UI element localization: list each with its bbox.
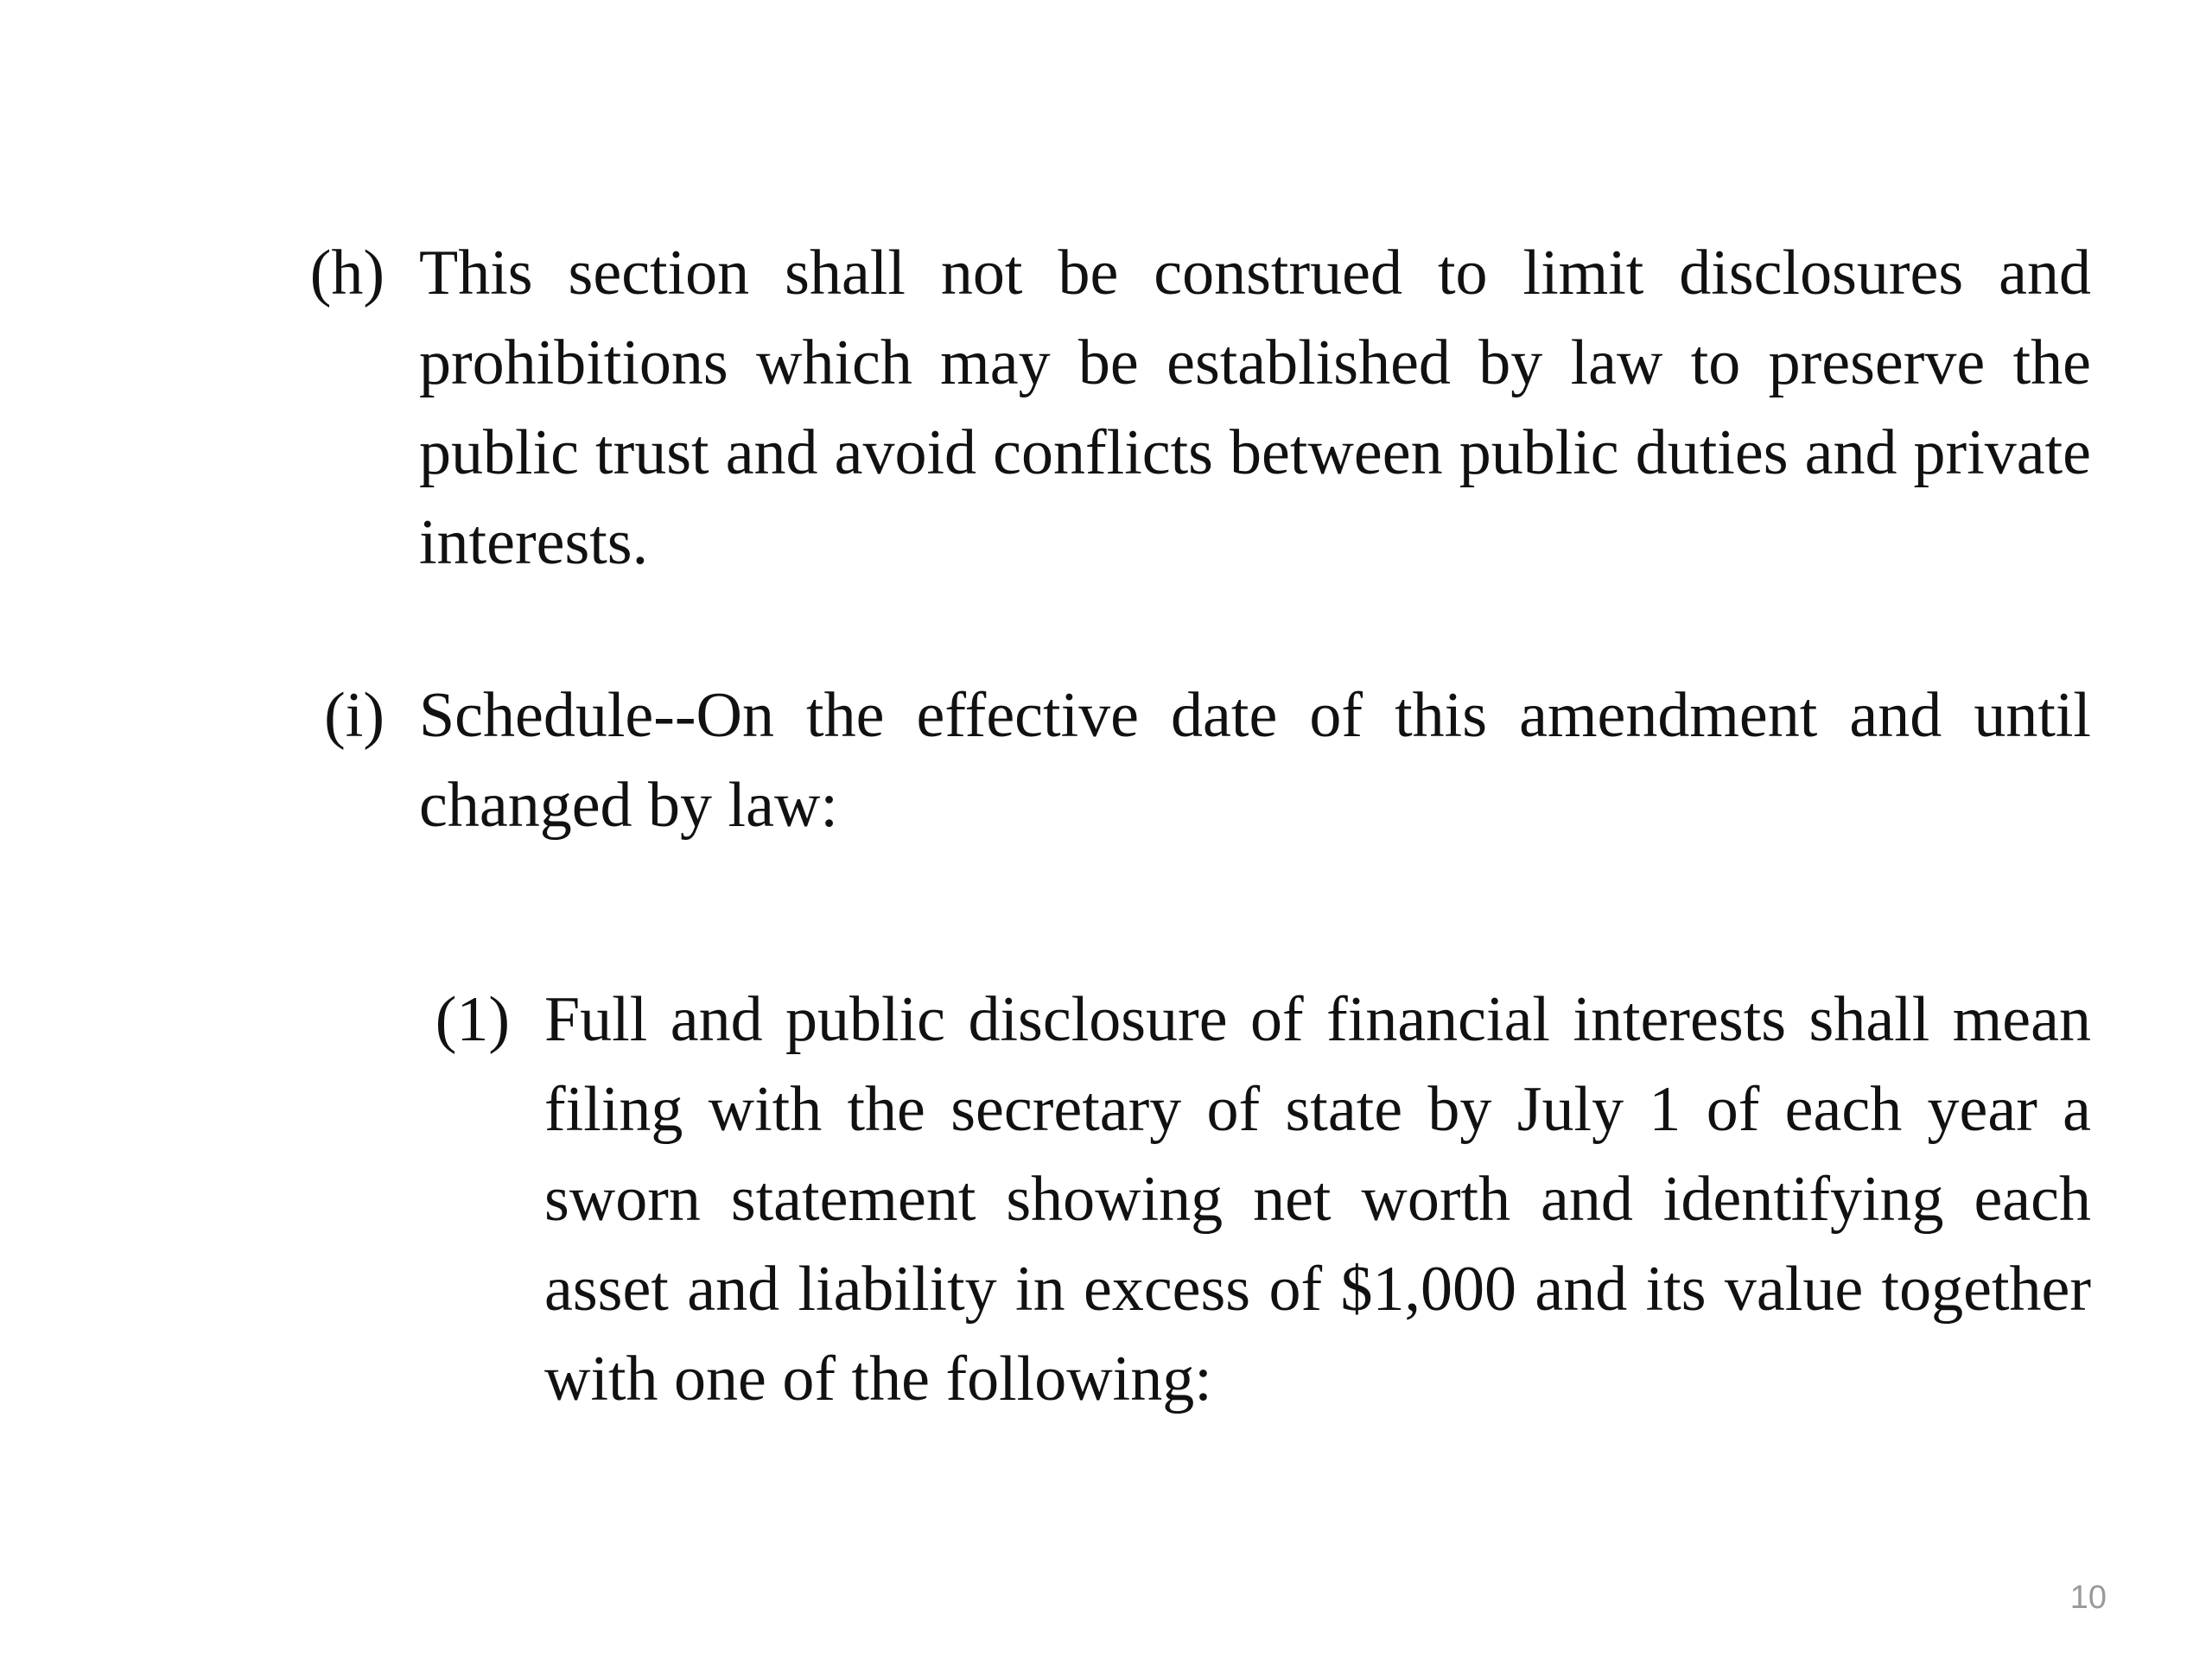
paragraph-marker-i: (i) — [324, 680, 385, 751]
paragraph-marker-h: (h) — [309, 238, 385, 308]
paragraph-i — [298, 671, 2091, 850]
subparagraph-text-1: Full and public disclosure of financial interests shall mean filing with the secretary of state by July 1 of each year a sworn statement showing net worth and identifying each asset and liability in excess of $1,000 and its value together with one of the following: — [544, 984, 2091, 1414]
page-number: 10 — [2069, 1580, 2107, 1616]
paragraph-h — [298, 228, 2091, 588]
subparagraph-1 — [415, 975, 2091, 1424]
subparagraph-marker-1: (1) — [435, 984, 510, 1055]
paragraph-text-h: This section shall not be construed to limit disclosures and prohibitions which may be established by law to preserve the public trust and avoid conflicts between public duties and private interests. — [419, 238, 2091, 578]
paragraph-text-i: Schedule--On the effective date of this amendment and until changed by law: — [419, 680, 2091, 841]
